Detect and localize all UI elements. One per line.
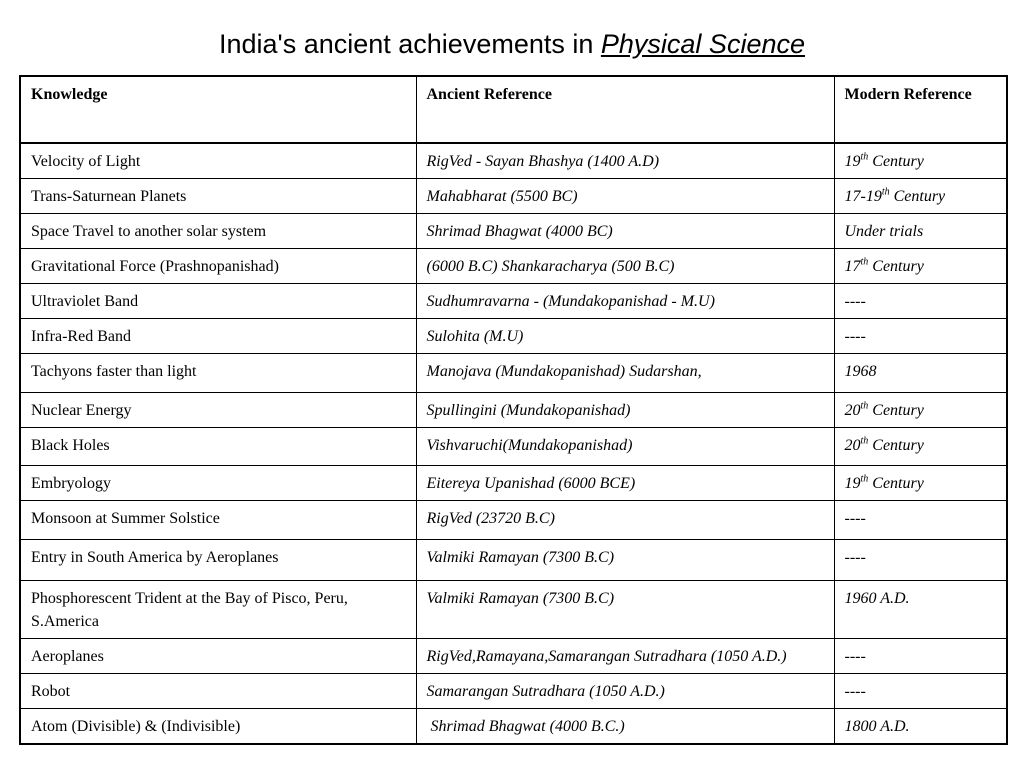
cell-modern-reference <box>834 354 1007 393</box>
table-row <box>20 501 1007 540</box>
cell-ancient-reference: Valmiki Ramayan (7300 B.C) <box>416 581 834 639</box>
title-emphasis: Physical Science <box>600 29 805 59</box>
cell-ancient-reference: RigVed (23720 B.C) <box>416 501 834 540</box>
cell-modern-reference <box>834 393 1007 428</box>
modern-value: 19 <box>844 153 861 170</box>
ordinal-suffix: th <box>860 256 869 268</box>
cell-modern-reference <box>834 214 1007 249</box>
modern-value: Under trials <box>844 223 924 240</box>
modern-value: ---- <box>844 510 866 527</box>
cell-modern-reference <box>834 428 1007 466</box>
table-header-row <box>20 76 1007 143</box>
table-row <box>20 393 1007 428</box>
ordinal-suffix: th <box>860 435 869 447</box>
modern-value: 20 <box>844 437 861 454</box>
table-row <box>20 540 1007 581</box>
table-row <box>20 214 1007 249</box>
cell-modern-reference <box>834 319 1007 354</box>
cell-ancient-reference: (6000 B.C) Shankaracharya (500 B.C) <box>416 249 834 284</box>
modern-suffix: Century <box>868 153 924 170</box>
table-row <box>20 249 1007 284</box>
cell-ancient-reference: Eitereya Upanishad (6000 BCE) <box>416 466 834 501</box>
cell-ancient-reference: Mahabharat (5500 BC) <box>416 179 834 214</box>
modern-suffix: Century <box>889 188 946 205</box>
cell-knowledge: Monsoon at Summer Solstice <box>20 501 416 540</box>
header-modern-reference: Modern Reference <box>834 76 1007 143</box>
cell-ancient-reference: Shrimad Bhagwat (4000 BC) <box>416 214 834 249</box>
cell-ancient-reference: Vishvaruchi(Mundakopanishad) <box>416 428 834 466</box>
table-row <box>20 639 1007 674</box>
cell-modern-reference <box>834 709 1007 745</box>
table-body <box>20 143 1007 744</box>
modern-suffix: Century <box>868 258 924 275</box>
cell-modern-reference <box>834 581 1007 639</box>
cell-knowledge: Embryology <box>20 466 416 501</box>
table-row <box>20 319 1007 354</box>
table-row <box>20 674 1007 709</box>
table-row <box>20 709 1007 745</box>
ordinal-suffix: th <box>860 400 869 412</box>
cell-knowledge: Ultraviolet Band <box>20 284 416 319</box>
header-ancient-reference: Ancient Reference <box>416 76 834 143</box>
achievements-table <box>19 75 1008 745</box>
modern-value: ---- <box>844 328 866 345</box>
cell-modern-reference <box>834 249 1007 284</box>
cell-ancient-reference: Sudhumravarna - (Mundakopanishad - M.U) <box>416 284 834 319</box>
cell-modern-reference <box>834 639 1007 674</box>
cell-knowledge: Phosphorescent Trident at the Bay of Pisco, Peru, S.America <box>20 581 416 639</box>
modern-suffix: Century <box>868 437 924 454</box>
modern-value: 20 <box>844 402 861 419</box>
cell-ancient-reference: Sulohita (M.U) <box>416 319 834 354</box>
cell-knowledge: Black Holes <box>20 428 416 466</box>
table-row <box>20 284 1007 319</box>
cell-knowledge: Gravitational Force (Prashnopanishad) <box>20 249 416 284</box>
cell-ancient-reference: Samarangan Sutradhara (1050 A.D.) <box>416 674 834 709</box>
cell-knowledge: Robot <box>20 674 416 709</box>
cell-modern-reference <box>834 466 1007 501</box>
ordinal-suffix: th <box>860 473 869 485</box>
table-row <box>20 143 1007 179</box>
table-row <box>20 466 1007 501</box>
cell-modern-reference <box>834 501 1007 540</box>
modern-value: 19 <box>844 475 861 492</box>
cell-knowledge: Velocity of Light <box>20 143 416 179</box>
modern-value: 1960 A.D. <box>844 590 910 607</box>
title-prefix: India's ancient achievements in <box>219 29 601 59</box>
modern-suffix: Century <box>868 402 924 419</box>
modern-value: 1800 A.D. <box>844 718 910 735</box>
cell-knowledge: Aeroplanes <box>20 639 416 674</box>
modern-value: 17-19 <box>844 188 882 205</box>
modern-value: 17 <box>844 258 861 275</box>
table-row <box>20 428 1007 466</box>
page-title <box>0 24 1024 64</box>
cell-knowledge: Tachyons faster than light <box>20 354 416 393</box>
cell-knowledge: Trans-Saturnean Planets <box>20 179 416 214</box>
table-row <box>20 179 1007 214</box>
cell-ancient-reference: RigVed - Sayan Bhashya (1400 A.D) <box>416 143 834 179</box>
cell-modern-reference <box>834 179 1007 214</box>
cell-knowledge: Infra-Red Band <box>20 319 416 354</box>
table-row <box>20 581 1007 639</box>
cell-modern-reference <box>834 143 1007 179</box>
cell-ancient-reference: Spullingini (Mundakopanishad) <box>416 393 834 428</box>
cell-modern-reference <box>834 284 1007 319</box>
modern-value: ---- <box>844 293 866 310</box>
modern-value: ---- <box>844 648 866 665</box>
modern-value: ---- <box>844 549 866 566</box>
header-knowledge: Knowledge <box>20 76 416 143</box>
modern-suffix: Century <box>868 475 924 492</box>
cell-ancient-reference: Manojava (Mundakopanishad) Sudarshan, <box>416 354 834 393</box>
ordinal-suffix: th <box>860 151 869 163</box>
cell-modern-reference <box>834 540 1007 581</box>
cell-knowledge: Atom (Divisible) & (Indivisible) <box>20 709 416 745</box>
modern-value: 1968 <box>844 363 877 380</box>
cell-ancient-reference: Valmiki Ramayan (7300 B.C) <box>416 540 834 581</box>
table-row <box>20 354 1007 393</box>
ordinal-suffix: th <box>881 186 890 198</box>
cell-ancient-reference: RigVed,Ramayana,Samarangan Sutradhara (1050 A.D.) <box>416 639 834 674</box>
cell-knowledge: Space Travel to another solar system <box>20 214 416 249</box>
cell-knowledge: Entry in South America by Aeroplanes <box>20 540 416 581</box>
modern-value: ---- <box>844 683 866 700</box>
cell-modern-reference <box>834 674 1007 709</box>
cell-ancient-reference: Shrimad Bhagwat (4000 B.C.) <box>416 709 834 745</box>
cell-knowledge: Nuclear Energy <box>20 393 416 428</box>
